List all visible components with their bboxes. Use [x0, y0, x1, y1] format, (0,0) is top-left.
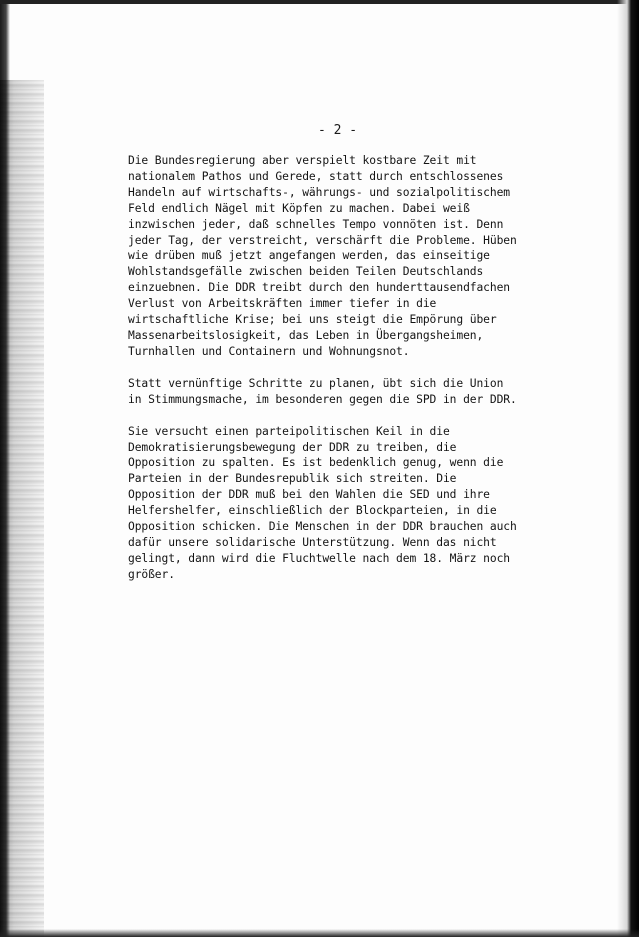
text-line: inzwischen jeder, daß schnelles Tempo vonnöten ist. Denn	[128, 217, 504, 231]
text-line: gelingt, dann wird die Fluchtwelle nach dem 18. März noch	[128, 551, 510, 565]
text-line: Handeln auf wirtschafts-, währungs- und sozialpolitischem	[128, 185, 510, 199]
text-line: einzuebnen. Die DDR treibt durch den hunderttausendfachen	[128, 281, 510, 295]
text-line: Statt vernünftige Schritte zu planen, übt sich die Union	[128, 376, 504, 390]
text-line: Verlust von Arbeitskräften immer tiefer in die	[128, 297, 437, 311]
page-number: - 2 -	[318, 123, 358, 138]
paragraph-3	[128, 424, 558, 583]
text-line: Opposition der DDR muß bei den Wahlen die SED und ihre	[128, 488, 490, 502]
text-line: Opposition zu spalten. Es ist bedenklich genug, wenn die	[128, 456, 504, 470]
text-line: wie drüben muß jetzt angefangen werden, das einseitige	[128, 249, 490, 263]
text-line: wirtschaftliche Krise; bei uns steigt die Empörung über	[128, 313, 497, 327]
text-line: Die Bundesregierung aber verspielt kostbare Zeit mit	[128, 154, 477, 167]
text-line: Demokratisierungsbewegung der DDR zu treiben, die	[128, 440, 457, 454]
scan-edge-bottom	[0, 929, 639, 937]
text-line: Feld endlich Nägel mit Köpfen zu machen. Dabei weiß	[128, 201, 470, 215]
text-line: Parteien in der Bundesrepublik sich streiten. Die	[128, 472, 457, 486]
text-line: Opposition schicken. Die Menschen in der DDR brauchen auch	[128, 520, 517, 534]
text-line: nationalem Pathos und Gerede, statt durch entschlossenes	[128, 169, 504, 183]
text-line: größer.	[128, 567, 175, 581]
paragraph-2	[128, 376, 558, 408]
text-line: Wohlstandsgefälle zwischen beiden Teilen Deutschlands	[128, 265, 484, 279]
scan-noise-left	[0, 80, 44, 937]
text-line: dafür unsere solidarische Unterstützung. Wenn das nicht	[128, 535, 497, 549]
text-line: Massenarbeitslosigkeit, das Leben in Übergangsheimen,	[128, 328, 484, 342]
paragraph-1	[128, 153, 558, 360]
text-line: jeder Tag, der verstreicht, verschärft die Probleme. Hüben	[128, 233, 517, 247]
scan-edge-top	[0, 0, 639, 4]
text-line: Turnhallen und Containern und Wohnungsnot.	[128, 344, 410, 358]
text-line: Helfershelfer, einschließlich der Blockparteien, in die	[128, 504, 497, 518]
text-line: Sie versucht einen parteipolitischen Keil in die	[128, 424, 450, 438]
document-body	[128, 153, 558, 599]
text-line: in Stimmungsmache, im besonderen gegen die SPD in der DDR.	[128, 392, 517, 406]
scan-edge-right	[617, 0, 639, 937]
